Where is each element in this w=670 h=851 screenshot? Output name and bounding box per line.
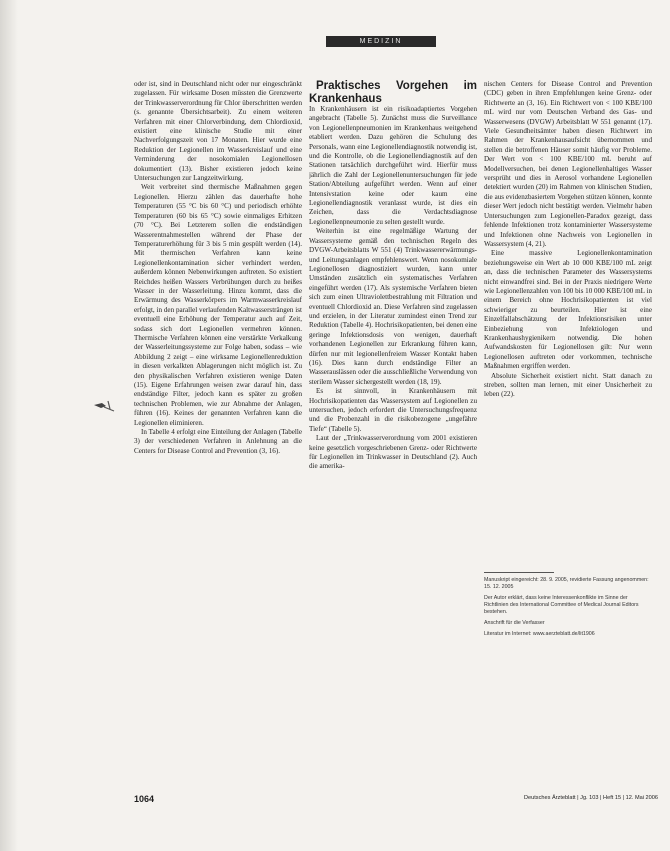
- paragraph: In Tabelle 4 erfolgt eine Einteilung der Anlagen (Tabelle 3) der verschiedenen Verfahren in Anlehnung an die Centers for Disease Control and Prevention (3, 16).: [134, 428, 302, 455]
- footnote: Literatur im Internet: www.aerzteblatt.de/lit1906: [484, 631, 595, 637]
- text-column-1: [134, 80, 302, 786]
- footnote: Anschrift für die Verfasser: [484, 620, 545, 626]
- text-column-3: [484, 80, 652, 558]
- footnote: Manuskript eingereicht: 28. 9. 2005, revidierte Fassung angenommen: 15. 12. 2005: [484, 577, 649, 590]
- paragraph: Weit verbreitet sind thermische Maßnahmen gegen Legionellen. Hierzu zählen das dauerhafte hohe Temperaturen (55 °C bis 60 °C) und periodisch erhöhte Temperaturen (60 bis 65 °C) sowie einmaliges Erhitzen (70 °C). Bei Letzterem sollen die endständigen Wasserentnahmestellen während der Phase der Temperaturerhöhung für 3 bis 5 min gespült werden (14). Mit thermischen Verfahren kann keine Legionellenkontamination sicher verhindert werden, außerdem können Nebenwirkungen auftreten. So existiert Reichdes heißen Wassers Verbrühungen durch zu heißes Wasser in der Wasserleitung. Hinzu kommt, dass die Erwärmung des Wasserkörpers im Warmwasserkreislauf erfolgt, in den parallel verlaufenden Kaltwassersträngen ist eventuell eine Erhöhung der Temperatur auch auf Zeit, sodass sich dort Legionellen vermehren können. Thermische Verfahren können eine verstärkte Verkalkung der Wasserleitungssysteme zur Folge haben, sodass – wie Abbildung 2 zeigt – eine wirksame Legionellenreduktion in diesen verkalkten Ablagerungen nicht möglich ist. Zu den physikalischen Verfahren existieren wenige Daten (15). Eigene Erfahrungen weisen zwar darauf hin, dass endständige Filter, jedoch kann es später zu großen technischen Problemen, wie zur Abnahme der Anlagen, führen (16). Keines der genannten Verfahren kann die Legionellen eliminieren.: [134, 183, 302, 427]
- paragraph: nischen Centers for Disease Control and Prevention (CDC) geben in ihren Empfehlungen keine Grenz- oder Richtwerte an (3, 16). Ein Richtwert von < 100 KBE/100 mL wird nur vom Deutschen Verband des Gas- und Wasserwesens (DVGW) Arbeitsblatt W 551 genannt (17). Viele Gesundheitsämter haben diesen Richtwert im Rahmen der Krankenhausaufsicht übernommen und stellen die betroffenen Häuser somit häufig vor Probleme. Der Wert von < 100 KBE/100 mL beruht auf Modellversuchen, bei denen Legionellenhaltiges Wasser versprüht und dies in Aerosol vorhandene Legionellen detektiert wurden (20) im Rahmen von klinischen Studien, die aus evidenzbasiertem Vorgehen stützen können, konnte dieser Wert jedoch nicht bestätigt werden. Vielmehr haben Untersuchungen zum Legionellen-Paradox gezeigt, dass fehlende Infektionen trotz kontaminierter Wassersysteme und Infektionen ohne Nachweis von Legionellen in Wassersystem (4, 21).: [484, 80, 652, 248]
- paragraph: Absolute Sicherheit existiert nicht. Statt danach zu streben, sollten man lernen, mit einer Unsicherheit zu leben (22).: [484, 371, 652, 399]
- paragraph: Eine massive Legionellenkontamination beziehungsweise ein Wert ab 10 000 KBE/100 mL zeigt an, dass die technischen Parameter des Wassersystems nicht einwandfrei sind. Bei in der Praxis niedrigere Werte wie Legionellenzahlen von 100 bis 10 000 KBE/100 mL in einem Bereich ohne Hochrisikopatienten ist viel schwieriger zu beurteilen. Hier ist eine Einzelfallabschätzung der Infektionsrisiken unter Einbeziehung von Infektiologen und Krankenhaushygienikern notwendig. Die hohen Aufwandskosten für Legionellosen gilt: Nur wenn Legionellosen auftreten oder vorkommen, technische Maßnahmen ergriffen werden.: [484, 249, 652, 371]
- paragraph: Weiterhin ist eine regelmäßige Wartung der Wassersysteme gemäß den technischen Regeln des DVGW-Arbeitsblatts W 551 (4) Trinkwassererwärmungs- und Leitungsanlagen empfehlenswert. Wenn nosokomiale Legionellosen diagnostiziert wurden, kann unter Umständen zusätzlich ein systematisches Verfahren eingeführt werden (17). Als systemische Verfahren bieten sich zum einen Ultraviolettbestrahlung mit Filtration und eventuell Chlordioxid an. Diese Verfahren sind zugelassen und erzielen, in der Literatur zumindest einen Trend zur Reduktion (Tabelle 4). Hochrisikopatienten, bei denen eine geringe Infektionsdosis von wenigen, dauerhaft vorhandenen Legionellen zur Erkrankung führen kann, dürfen nur mit legionellenfreiem Wasser Kontakt haben (16). Dies kann durch endständige Filter an Wasserauslässen oder die ausschließliche Verwendung von sterilem Wasser sichergestellt werden (18, 19).: [309, 227, 477, 386]
- footnotes: [484, 572, 652, 642]
- section-heading: Praktisches Vorgehen im Krankenhaus: [309, 80, 477, 105]
- text-column-2: [309, 80, 477, 786]
- paragraph: Laut der „Trinkwasserverordnung vom 2001 existieren keine gesetzlich vorgeschriebenen Grenz- oder Richtwerte für Legionellen im Trinkwasser in Deutschland (2). Auch die amerika-: [309, 434, 477, 471]
- pen-mark-icon: [92, 397, 118, 417]
- paragraph: Es ist sinnvoll, in Krankenhäusern mit Hochrisikopatienten das Wassersystem auf Legionellen zu untersuchen, jedoch erfordert die Untersuchungsfrequenz und die Probenzahl in die risikobezogene „ungefähre Tiefe“ (Tabelle 5).: [309, 387, 477, 433]
- paragraph: oder ist, sind in Deutschland nicht oder nur eingeschränkt zugelassen. Für wirksame Dosen müssten die Grenzwerte der Trinkwasserverordnung für Chlor überschritten werden (s. genannte Übersichtsarbeit). Zu einem weiteren Verfahren mit einer Chlorverbindung, dem Chlordioxid, existiert eine klinische Studie mit einer Nachverfolgungszeit von 17 Monaten. Hier wurde eine Reduktion der Legionellen im Wasserkreislauf und eine Verminderung der nosokomialen Legionellosen dokumentiert (13). Bisher existieren jedoch keine Untersuchungen zur Langzeitwirkung.: [134, 80, 302, 183]
- footnote: Der Autor erklärt, dass keine Interessenkonflikte im Sinne der Richtlinien des International Committee of Medical Journal Editors bestehen.: [484, 595, 639, 615]
- footnote-rule: [484, 572, 554, 573]
- journal-citation: Deutsches Ärzteblatt | Jg. 103 | Heft 15 | 12. Mai 2006: [523, 795, 658, 801]
- page-number: 1064: [134, 794, 155, 804]
- page-edge-shadow: [0, 0, 18, 851]
- paragraph: In Krankenhäusern ist ein risikoadaptiertes Vorgehen angebracht (Tabelle 5). Zunächst muss die Surveillance von Legionellenpneumonien im Krankenhaus weitgehend etabliert werden. Dazu gehören die Schulung des Personals, wann eine Legionellendiagnostik notwendig ist, und die Kontrolle, ob die Legionellendiagnostik auf den Stationen tatsächlich durchgeführt wird. Hierfür muss jährlich die Zahl der Legionellenuntersuchungen für jede Station/Abteilung aufgeführt werden. Wenn auf einer Intensivstation keine oder kaum eine Legionellendiagnostik veranlasst wurde, ist dies ein Zeichen, dass die Verdachtsdiagnose Legionellenpneumonie zu selten gestellt wurde.: [309, 105, 477, 226]
- section-header: MEDIZIN: [326, 36, 436, 47]
